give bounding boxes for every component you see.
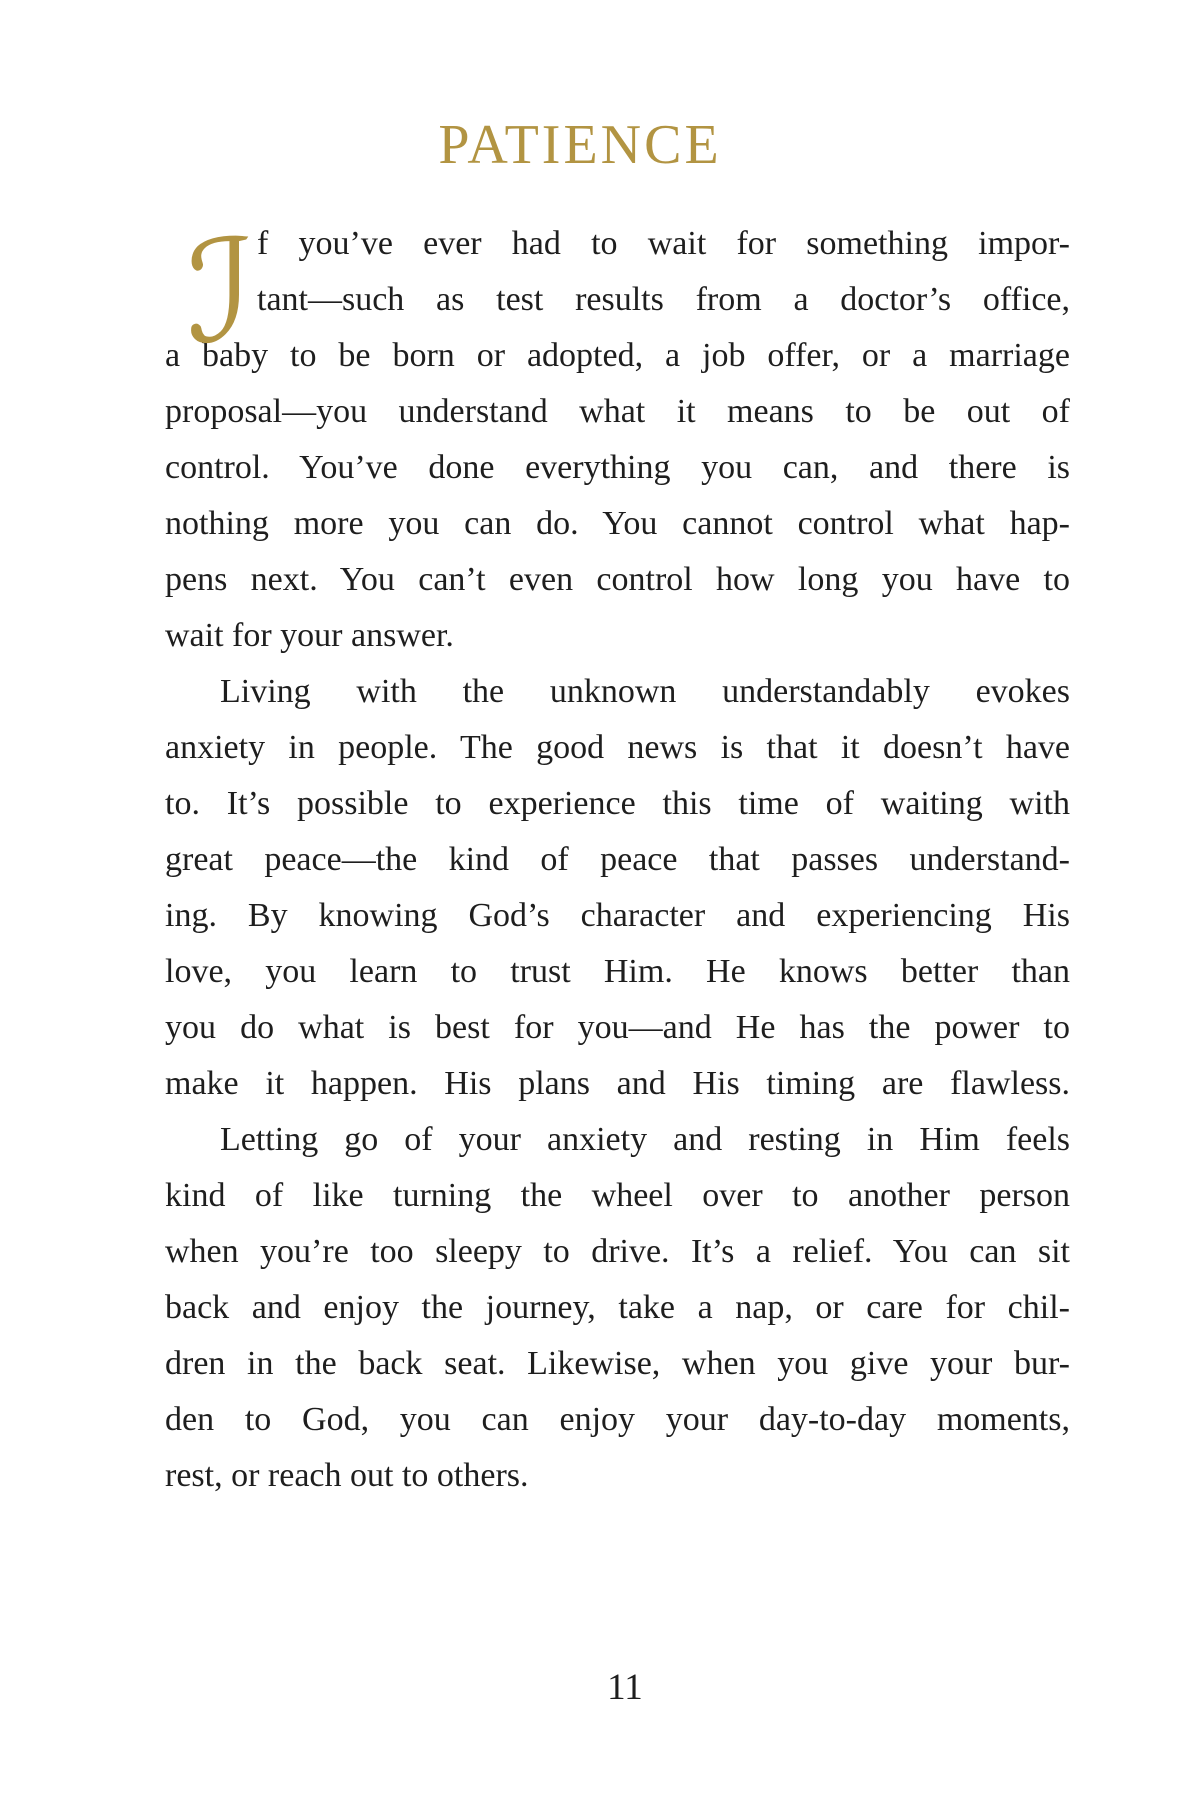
- page-title: PATIENCE: [438, 114, 722, 176]
- page-number: 11: [607, 1667, 643, 1708]
- text-line: wait for your answer.: [165, 617, 454, 654]
- body-text: [165, 210, 1070, 1504]
- text-line: back and enjoy the journey, take a nap, or care for chil-: [165, 1289, 1070, 1326]
- text-line: you do what is best for you—and He has the power to: [165, 1009, 1070, 1046]
- text-line: great peace—the kind of peace that passes understand-: [165, 841, 1070, 878]
- text-line: Living with the unknown understandably evokes: [220, 673, 1070, 710]
- text-line: anxiety in people. The good news is that it doesn’t have: [165, 729, 1070, 766]
- text-line: ing. By knowing God’s character and experiencing His: [165, 897, 1070, 934]
- text-line: dren in the back seat. Likewise, when you give your bur-: [165, 1345, 1070, 1382]
- text-line: a baby to be born or adopted, a job offer, or a marriage: [165, 337, 1070, 374]
- text-line: make it happen. His plans and His timing are flawless.: [165, 1065, 1070, 1102]
- text-line: Letting go of your anxiety and resting in Him feels: [220, 1121, 1070, 1158]
- paragraph: [165, 210, 1070, 664]
- text-line: f you’ve ever had to wait for something impor-: [257, 225, 1070, 262]
- text-line: control. You’ve done everything you can, and there is: [165, 449, 1070, 486]
- drop-cap: ℐ: [187, 210, 254, 375]
- text-line: tant—such as test results from a doctor’s office,: [257, 281, 1070, 318]
- text-line: rest, or reach out to others.: [165, 1457, 529, 1494]
- text-line: proposal—you understand what it means to be out of: [165, 393, 1070, 430]
- text-line: nothing more you can do. You cannot control what hap-: [165, 505, 1070, 542]
- paragraph: [165, 1112, 1070, 1504]
- text-line: to. It’s possible to experience this time of waiting with: [165, 785, 1070, 822]
- text-line: when you’re too sleepy to drive. It’s a relief. You can sit: [165, 1233, 1070, 1270]
- paragraph: [165, 664, 1070, 1112]
- text-line: pens next. You can’t even control how long you have to: [165, 561, 1070, 598]
- text-line: den to God, you can enjoy your day-to-day moments,: [165, 1401, 1070, 1438]
- text-line: love, you learn to trust Him. He knows better than: [165, 953, 1070, 990]
- text-line: kind of like turning the wheel over to another person: [165, 1177, 1070, 1214]
